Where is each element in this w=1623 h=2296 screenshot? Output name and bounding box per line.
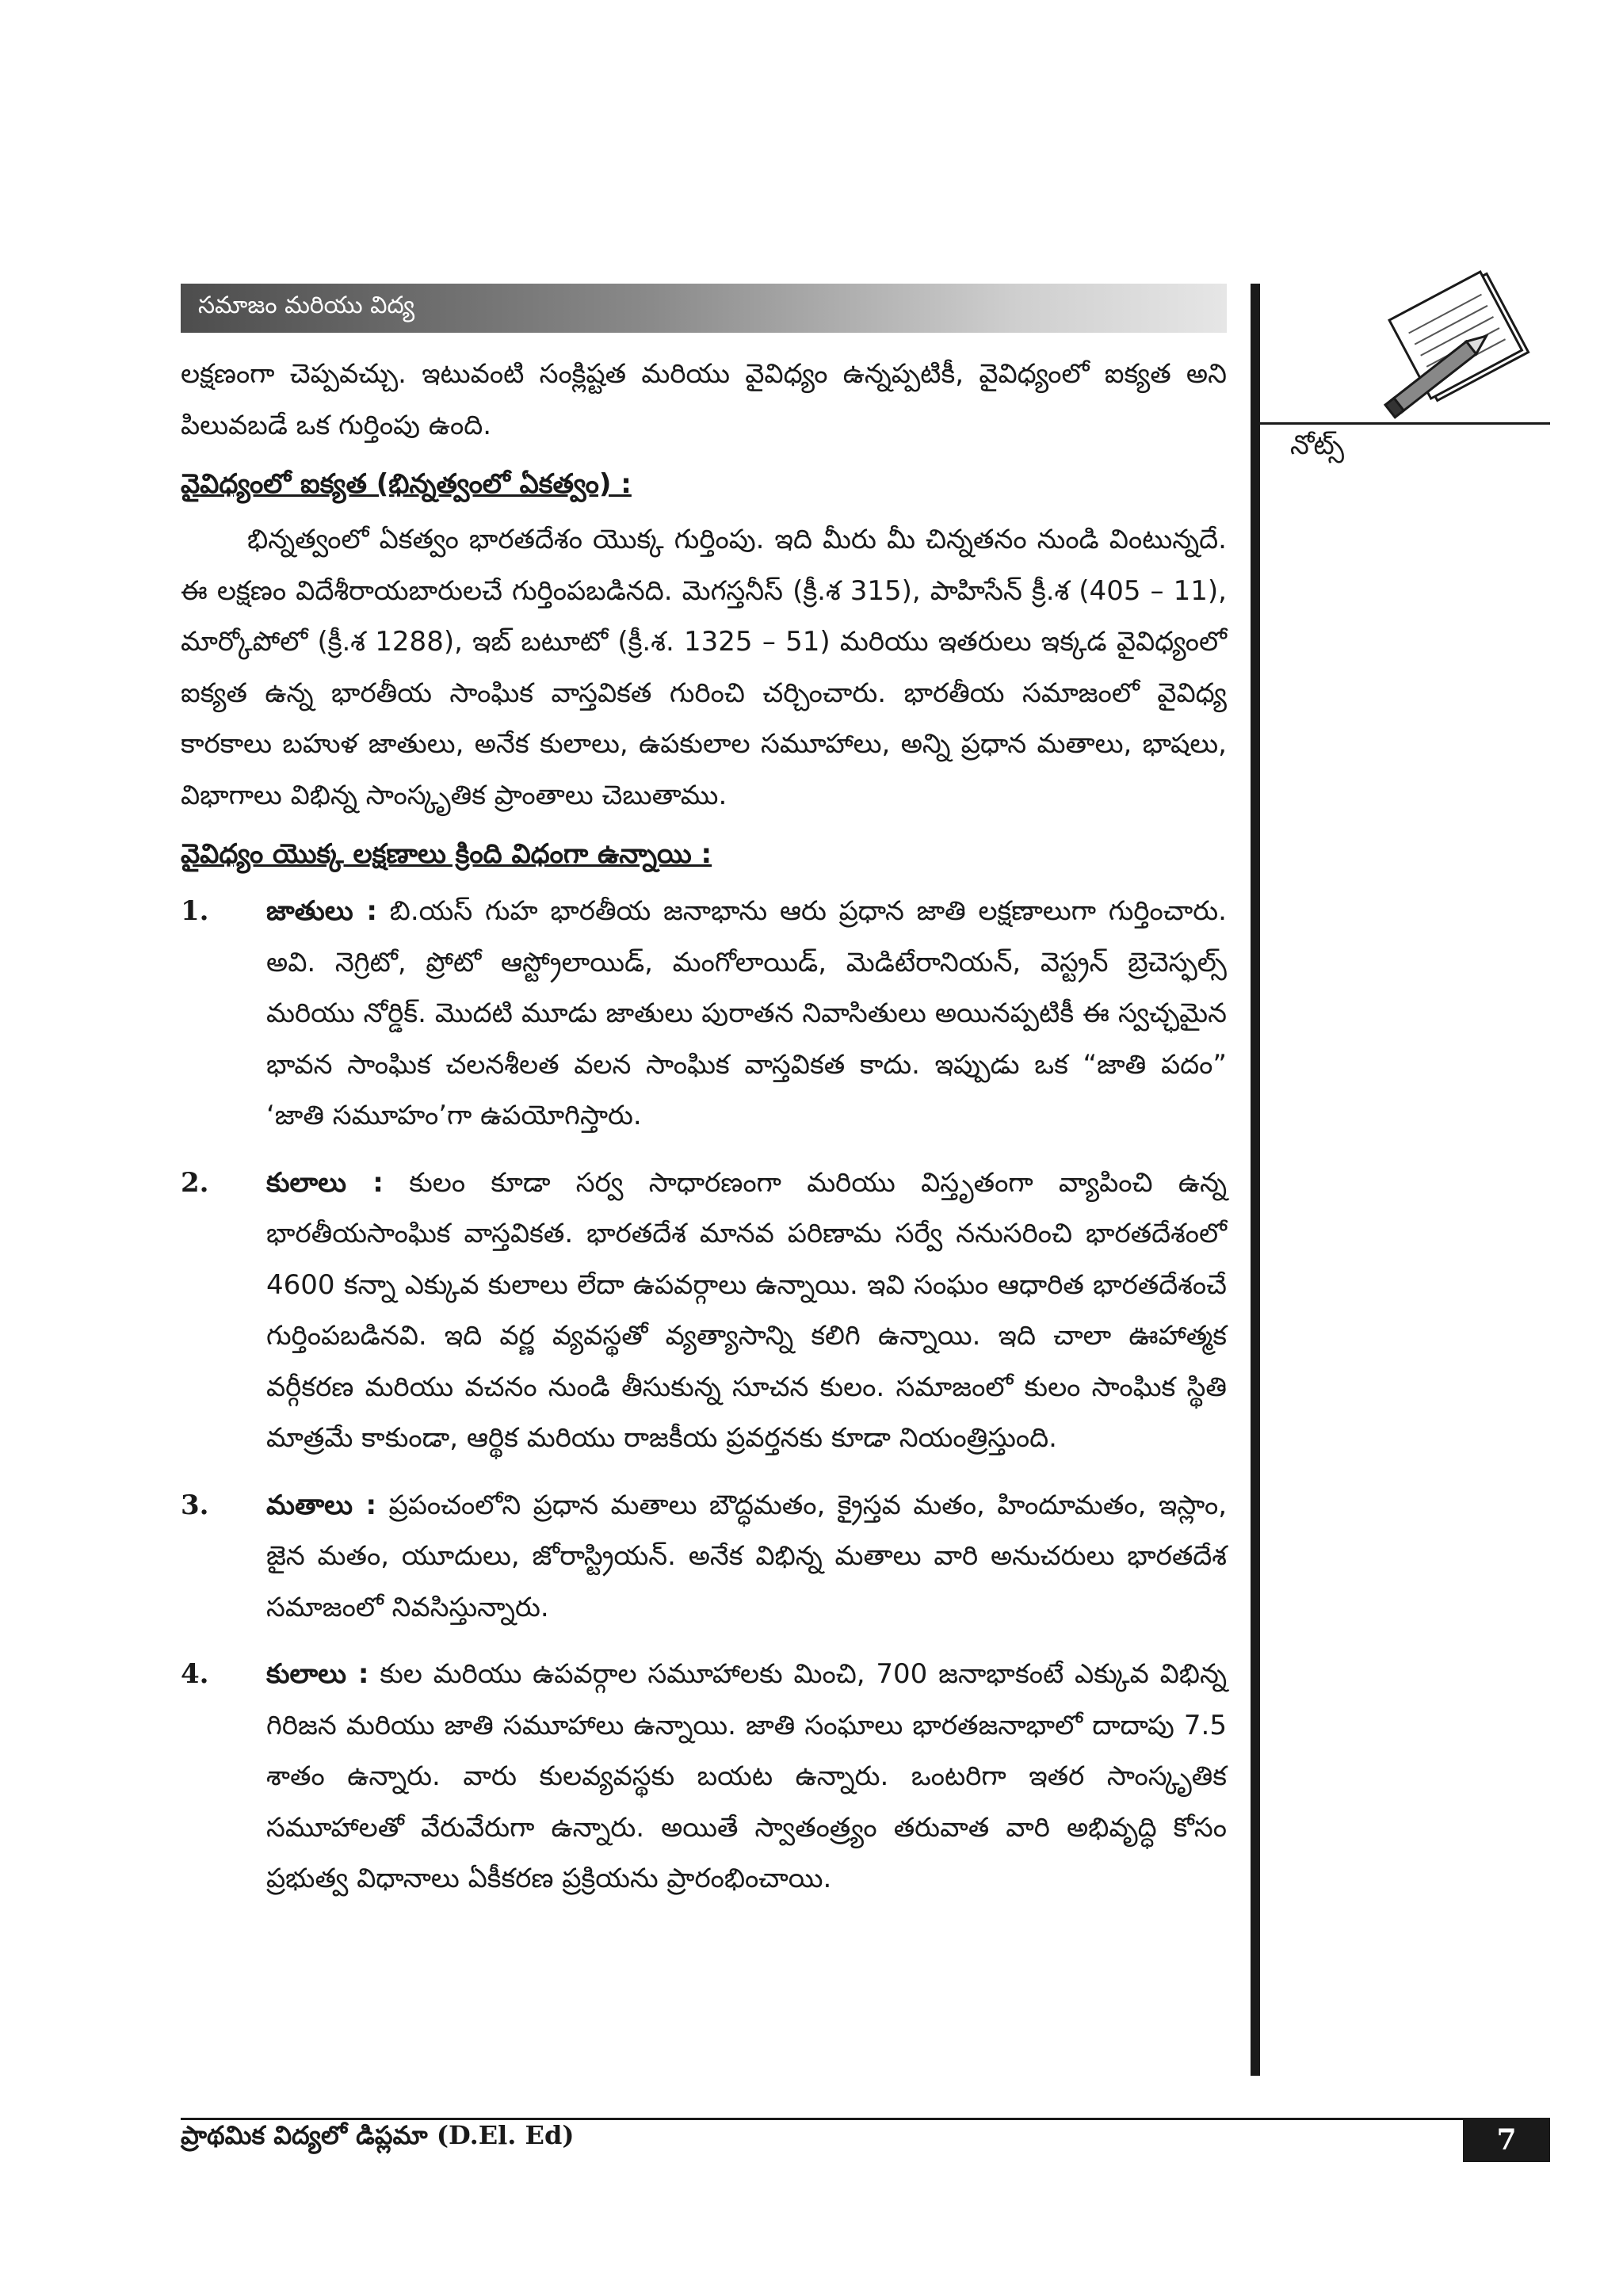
body-paragraph: భిన్నత్వంలో ఏకత్వం భారతదేశం యొక్క గుర్తింపు. ఇది మీరు మీ చిన్నతనం నుండి వింటున్నదే. ఈ లక్షణం విదేశీరాయబారులచే గుర్తింపబడినది. మెగస్తనీస్ (క్రీ.శ 315), పాహిసేన్ క్రీ.శ (405 – 11), మార్కోపోలో (క్రీ.శ 1288), ఇబ్ బటూటో (క్రీ.శ. 1325 – 51) మరియు ఇతరులు ఇక్కడ వైవిధ్యంలో ఐక్యత ఉన్న భారతీయ సాంఘిక వాస్తవికత గురించి చర్చించారు. భారతీయ సమాజంలో వైవిధ్య కారకాలు బహుళ జాతులు, అనేక కులాలు, ఉపకులాల సమూహాలు, అన్ని ప్రధాన మతాలు, భాషలు, విభాగాలు విభిన్న సాంస్కృతిక ప్రాంతాలు చెబుతాము. (181, 524, 1227, 811)
item-text: కుల మరియు ఉపవర్గాల సమూహాలకు మించి, 700 జనాభాకంటే ఎక్కువ విభిన్న గిరిజన మరియు జాతి సమూహాలు ఉన్నాయి. జాతి సంఘాలు భారతజనాభాలో దాదాపు 7.5 శాతం ఉన్నారు. వారు కులవ్యవస్థకు బయట ఉన్నారు. ఒంటరిగా ఇతర సాంస్కృతిక సమూహాలతో వేరువేరుగా ఉన్నారు. అయితే స్వాతంత్ర్యం తరువాత వారి అభివృద్ధి కోసం ప్రభుత్వ విధానాలు ఏకీకరణ ప్రక్రియను ప్రారంభించాయి. (266, 1658, 1227, 1894)
notes-rule (1260, 422, 1550, 425)
item-number: 4. (181, 1658, 209, 1690)
item-term: కులాలు : (266, 1166, 384, 1199)
footer-title: ప్రాథమిక విద్యలో డిప్లమా (D.El. Ed) (181, 2120, 575, 2150)
item-number: 1. (181, 895, 209, 927)
page-content (181, 349, 1227, 1920)
running-header (181, 284, 1227, 333)
notepad-pencil-icon (1371, 261, 1553, 423)
list-item (181, 1158, 1227, 1464)
item-number: 2. (181, 1166, 209, 1199)
item-body (266, 1158, 1227, 1464)
list-item (181, 886, 1227, 1142)
item-term: జాతులు : (266, 895, 377, 927)
list-item (181, 1480, 1227, 1634)
intro-paragraph: లక్షణంగా చెప్పవచ్చు. ఇటువంటి సంక్లిష్టత మరియు వైవిధ్యం ఉన్నప్పటికీ, వైవిధ్యంలో ఐక్యత అని పిలువబడే ఒక గుర్తింపు ఉంది. (181, 358, 1227, 441)
header-title: సమాజం మరియు విద్య (198, 292, 415, 319)
item-text: ప్రపంచంలోని ప్రధాన మతాలు బౌద్ధమతం, క్రైస్తవ మతం, హిందూమతం, ఇస్లాం, జైన మతం, యూదులు, జోరాస్ట్రియన్. అనేక విభిన్న మతాలు వారి అనుచరులు భారతదేశ సమాజంలో నివసిస్తున్నారు. (266, 1489, 1228, 1623)
section-heading: వైవిధ్యం యొక్క లక్షణాలు క్రింది విధంగా ఉన్నాయి : (181, 838, 712, 870)
list-item (181, 1649, 1227, 1905)
item-body (266, 1649, 1227, 1905)
item-body (266, 886, 1227, 1142)
section-heading: వైవిధ్యంలో ఐక్యత (భిన్నత్వంలో ఏకత్వం) : (181, 468, 632, 500)
diversity-list (181, 886, 1227, 1905)
item-text: కులం కూడా సర్వ సాధారణంగా మరియు విస్తృతంగా వ్యాపించి ఉన్న భారతీయసాంఘిక వాస్తవికత. భారతదేశ మానవ పరిణామ సర్వే ననుసరించి భారతదేశంలో 4600 కన్నా ఎక్కువ కులాలు లేదా ఉపవర్గాలు ఉన్నాయి. ఇవి సంఘం ఆధారిత భారతదేశంచే గుర్తింపబడినవి. ఇది వర్ణ వ్యవస్థతో వ్యత్యాసాన్ని కలిగి ఉన్నాయి. ఇది చాలా ఊహాత్మక వర్గీకరణ మరియు వచనం నుండి తీసుకున్న సూచన కులం. సమాజంలో కులం సాంఘిక స్థితి మాత్రమే కాకుండా, ఆర్థిక మరియు రాజకీయ ప్రవర్తనకు కూడా నియంత్రిస్తుంది. (266, 1166, 1227, 1454)
item-term: మతాలు : (266, 1489, 377, 1521)
item-body (266, 1480, 1227, 1634)
item-term: కులాలు : (266, 1658, 369, 1690)
notes-label: నోట్స్ (1290, 429, 1345, 461)
item-text: బి.యస్ గుహ భారతీయ జనాభాను ఆరు ప్రధాన జాతి లక్షణాలుగా గుర్తించారు. అవి. నెగ్రిటో, ప్రోటో ఆస్ట్రోలాయిడ్, మంగోలాయిడ్, మెడిటేరానియన్, వెస్ట్రన్ బ్రెచెస్ఫల్స్ మరియు నోర్డిక్. మొదటి మూడు జాతులు పురాతన నివాసితులు అయినప్పటికీ ఈ స్వచ్ఛమైన భావన సాంఘిక చలనశీలత వలన సాంఘిక వాస్తవికత కాదు. ఇప్పుడు ఒక “జాతి పదం” ‘జాతి సమూహం’గా ఉపయోగిస్తారు. (266, 895, 1227, 1131)
margin-divider (1251, 284, 1260, 2076)
page-number: 7 (1463, 2118, 1550, 2162)
item-number: 3. (181, 1489, 209, 1521)
